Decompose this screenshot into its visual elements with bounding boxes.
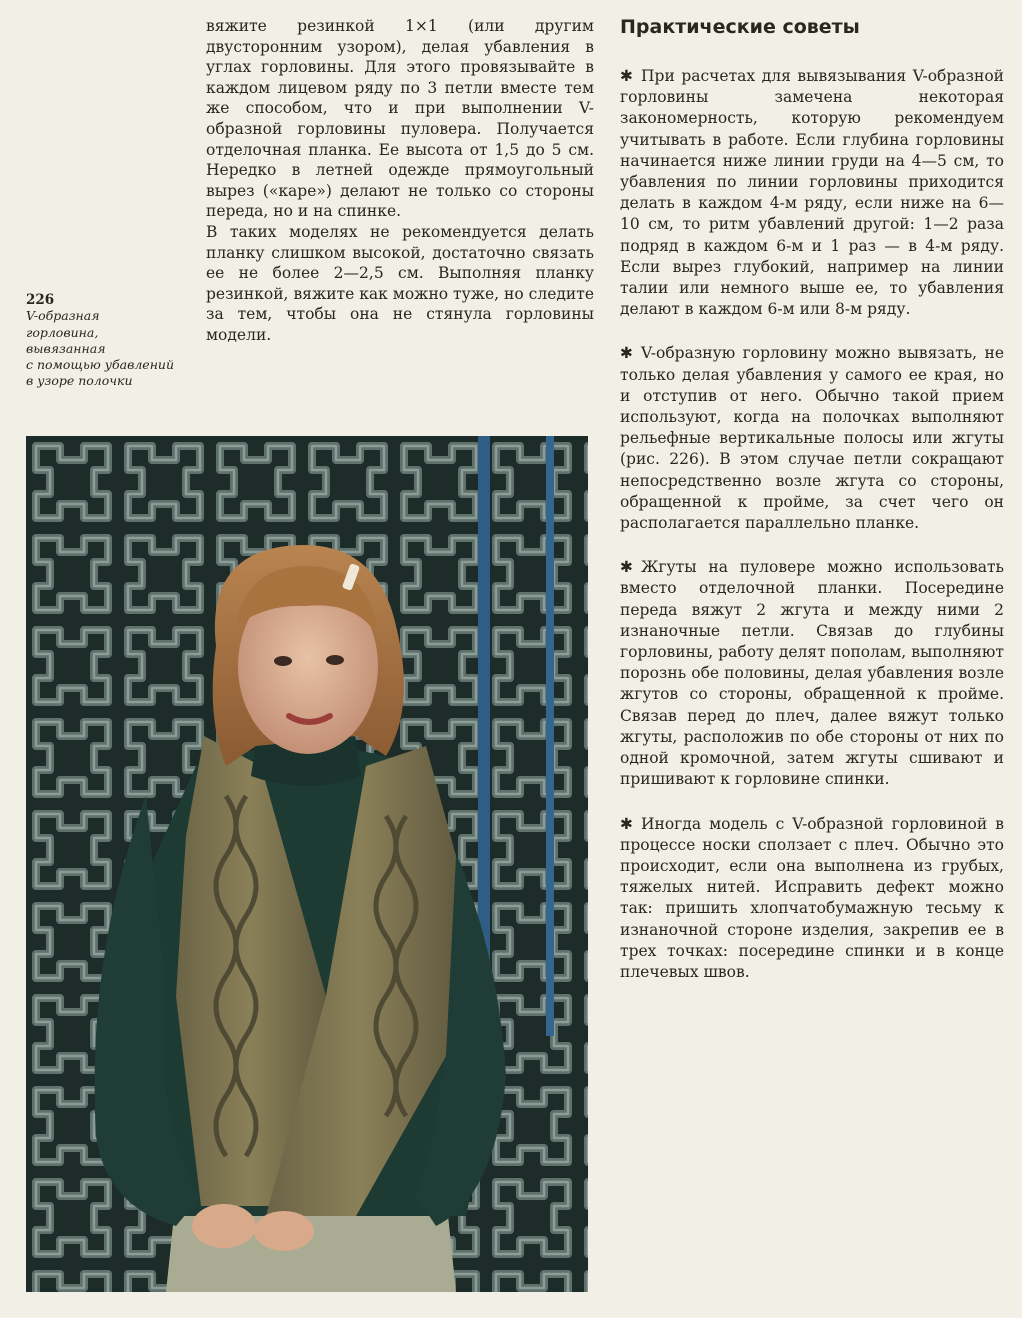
figure-caption	[26, 292, 201, 390]
tip-item	[620, 343, 1004, 534]
tip-item	[620, 66, 1004, 320]
tips-heading: Практические советы	[620, 16, 860, 38]
tip-text: Иногда модель с V-образной горловиной в процессе носки сползает с плеч. Обычно это происходит, если она выполнена из грубых, тяжелых нитей. Исправить дефект можно так: пришить хлопчатобумажную тесьму к изнаночной стороне изделия, закрепив ее в трех точках: посередине спинки и в конце плечевых швов.	[620, 814, 1004, 981]
photo-woman-knitted-vest	[26, 436, 588, 1292]
tip-item	[620, 557, 1004, 790]
asterisk-icon: ✱	[620, 67, 633, 85]
figure-caption-text: V-образная горловина, вывязанная с помощью убавлений в узоре полочки	[26, 308, 175, 389]
middle-paragraph-1: вяжите резинкой 1×1 (или другим двусторонним узором), делая убавления в углах горловины. Для этого провязывайте в каждом лицевом ряду по 3 петли вместе тем же способом, что и при выполнении V-образной горловины пуловера. Получается отделочная планка. Ее высота от 1,5 до 5 см. Нередко в летней одежде прямоугольный вырез («каре») делают не только со стороны переда, но и на спинке.	[206, 17, 594, 221]
tip-text: При расчетах для вывязывания V-образной горловины замечена некоторая закономерность, которую рекомендуем учитывать в работе. Если глубина горловины начинается ниже линии груди на 4—5 см, то убавления по линии горловины приходится делать в каждом 4-м ряду, если ниже на 6—10 см, то ритм убавлений другой: 1—2 раза подряд в каждом 6-м и 1 раз — в 4-м ряду. Если вырез глубокий, например на линии талии или немного выше ее, то убавления делают в каждом 6-м или 8-м ряду.	[620, 67, 1004, 319]
middle-paragraph-2: В таких моделях не рекомендуется делать планку слишком высокой, достаточно связать ее не более 2—2,5 см. Выполняя планку резинкой, вяжите как можно туже, но следите за тем, чтобы она не стянула горловины модели.	[206, 222, 594, 344]
middle-text-column	[206, 16, 594, 346]
asterisk-icon: ✱	[620, 344, 633, 363]
tip-text: V-образную горловину можно вывязать, не только делая убавления у самого ее края, но и отступив от него. Обычно такой прием используют, когда на полочках выполняют рельефные вертикальные полосы или жгуты (рис. 226). В этом случае петли сокращают непосредственно возле жгута со стороны, обращенной к пройме, за счет чего он располагается параллельно планке.	[620, 344, 1004, 533]
tip-text: Жгуты на пуловере можно использовать вместо отделочной планки. Посередине переда вяжут 2 жгута и между ними 2 изнаночные петли. Связав до глубины горловины, работу делят пополам, выполняют порознь обе половины, делая убавления возле жгутов со стороны, обращенной к пройме. Связав перед до плеч, далее вяжут только жгуты, расположив по обе стороны от них по одной кромочной, затем жгуты сшивают и пришивают к горловине спинки.	[620, 558, 1004, 789]
photo-illustration	[26, 436, 588, 1292]
asterisk-icon: ✱	[620, 558, 633, 577]
figure-number: 226	[26, 292, 55, 308]
practical-tips-column	[620, 14, 1004, 1006]
asterisk-icon: ✱	[620, 814, 633, 833]
tip-item	[620, 814, 1004, 984]
